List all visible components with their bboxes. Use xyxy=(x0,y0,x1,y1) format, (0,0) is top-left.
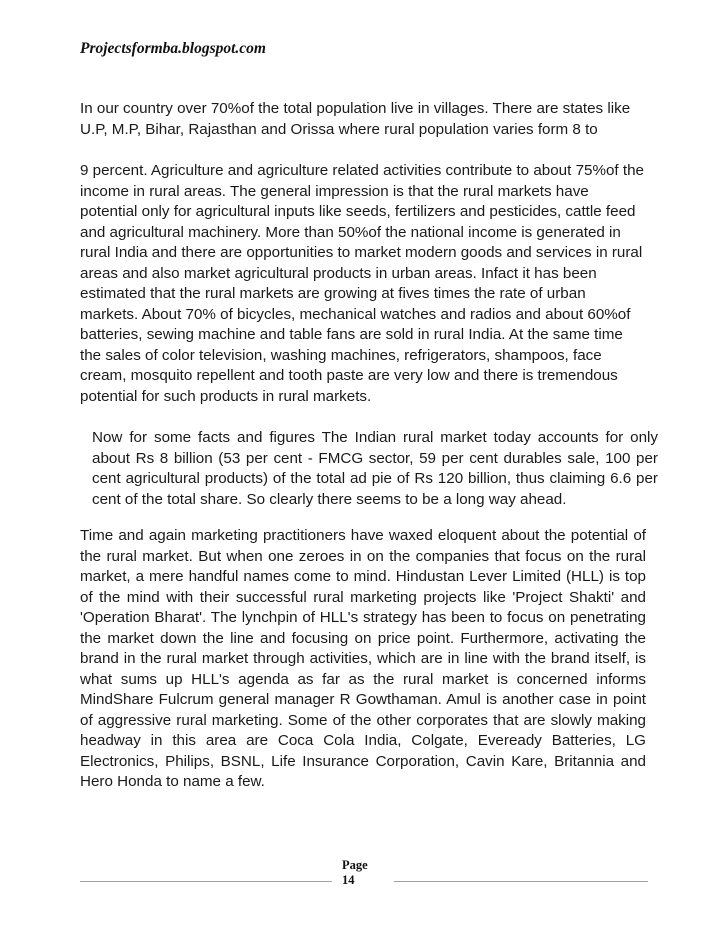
paragraph-agriculture-income: 9 percent. Agriculture and agriculture related activities contribute to about 75%of the income in rural areas. The general impression is that the rural markets have potential only for agricultural inputs like seeds, fertilizers and pesticides, cattle feed and agricultural machinery. More than 50%of the national income is generated in rural India and there are opportunities to market modern goods and services in rural areas and also market agricultural products in urban areas. Infact it has been estimated that the rural markets are growing at fives times the rate of urban markets. About 70% of bicycles, mechanical watches and radios and about 60%of batteries, sewing machine and table fans are sold in rural India. At the same time the sales of color television, washing machines, refrigerators, shampoos, face cream, mosquito repellent and tooth paste are very low and there is tremendous potential for such products in rural markets. xyxy=(80,162,644,405)
page-number-block xyxy=(342,858,368,888)
page-label: Page xyxy=(342,858,368,872)
page-header-site: Projectsformba.blogspot.com xyxy=(80,40,266,57)
footer-divider-right xyxy=(394,881,648,882)
page-number: 14 xyxy=(342,873,355,887)
footer-divider-left xyxy=(80,881,332,882)
paragraph-facts-figures: Now for some facts and figures The Indian rural market today accounts for only about Rs 8 billion (53 per cent - FMCG sector, 59 per cent durables sale, 100 per cent agricultural products) of the total ad pie of Rs 120 billion, thus claiming 6.6 per cent of the total share. So clearly there seems to be a long way ahead. xyxy=(92,429,658,508)
paragraph-marketing-practitioners: Time and again marketing practitioners have waxed eloquent about the potential of the rural market. But when one zeroes in on the companies that focus on the rural market, a mere handful names come to mind. Hindustan Lever Limited (HLL) is top of the mind with their successful rural marketing projects like 'Project Shakti' and 'Operation Bharat'. The lynchpin of HLL's strategy has been to focus on penetrating the market down the line and focusing on price point. Furthermore, activating the brand in the rural market through activities, which are in line with the brand itself, is what sums up HLL's agenda as far as the rural market is concerned informs MindShare Fulcrum general manager R Gowthaman. Amul is another case in point of aggressive rural marketing. Some of the other corporates that are slowly making headway in this area are Coca Cola India, Colgate, Eveready Batteries, LG Electronics, Philips, BSNL, Life Insurance Corporation, Cavin Kare, Britannia and Hero Honda to name a few. xyxy=(80,527,646,790)
paragraph-rural-population: In our country over 70%of the total population live in villages. There are states like U.P, M.P, Bihar, Rajasthan and Orissa where rural population varies form 8 to xyxy=(80,100,631,138)
